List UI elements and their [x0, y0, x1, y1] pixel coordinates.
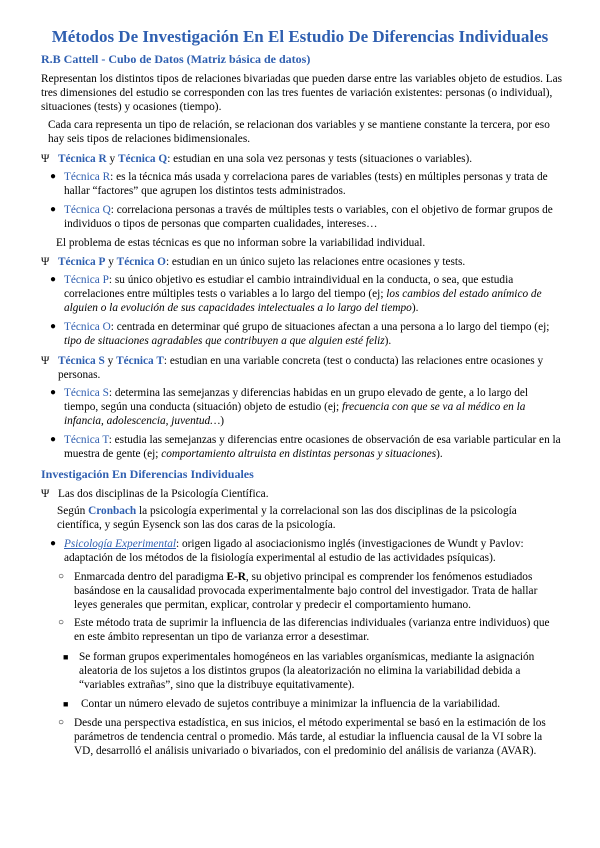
- item-tecnica-p: [64, 273, 563, 315]
- term-tecnica-s: Técnica S: [58, 355, 105, 367]
- term-tecnica-q: Técnica Q: [117, 153, 168, 165]
- item-tecnicas-r-q: [58, 152, 563, 166]
- item-tecnica-t: [64, 433, 563, 461]
- section-heading-cattell: R.B Cattell - Cubo de Datos (Matriz básica de datos): [41, 52, 311, 66]
- example: comportamiento altruista en distintas personas y situaciones: [161, 448, 437, 460]
- text-pre: Según: [57, 505, 89, 517]
- paragraph-faces: Cada cara representa un tipo de relación, se relacionan dos variables y se mantiene constante la tercera, por eso hay seis tipos de relaciones bidimensionales.: [48, 119, 550, 145]
- section-heading-investigacion: Investigación En Diferencias Individuales: [41, 467, 254, 481]
- term-cronbach: Cronbach: [88, 505, 137, 517]
- item-tecnicas-s-t: [58, 354, 563, 382]
- item-tecnica-r: [64, 170, 563, 198]
- psi-bullet-icon: Ψ: [41, 355, 50, 367]
- text-end: ).: [436, 448, 443, 460]
- item-paradigma-er: [74, 570, 563, 612]
- dot-bullet-icon: ●: [50, 321, 57, 332]
- item-psicologia-experimental: [64, 537, 563, 565]
- text-pre: Enmarcada dentro del paradigma: [74, 571, 227, 583]
- square-bullet-icon: ■: [63, 652, 69, 662]
- text: : origen ligado al asociacionismo inglés (investigaciones de Wundt y Pavlov: adaptación de los métodos de la fisiología experimental al estudio de las actividades psíquicas).: [64, 538, 524, 564]
- item-tecnica-q: [64, 203, 563, 231]
- term-psicologia-experimental: Psicología Experimental: [64, 538, 177, 550]
- text-end: ).: [411, 302, 419, 314]
- dot-bullet-icon: ●: [50, 387, 57, 398]
- term: Técnica Q: [64, 204, 111, 216]
- term-tecnica-t: Técnica T: [116, 355, 164, 367]
- text: : es la técnica más usada y correlaciona pares de variables (tests) en múltiples personas y trata de hallar “factores” que agrupen los distintos tests administrados.: [64, 171, 548, 197]
- item-numero-sujetos: Contar un número elevado de sujetos contribuye a minimizar la influencia de la variabilidad.: [81, 698, 501, 710]
- example: tipo de situaciones agradables que contribuyen a que alguien esté feliz: [64, 335, 385, 347]
- square-bullet-icon: ■: [63, 699, 69, 709]
- term-tecnica-r: Técnica R: [58, 153, 107, 165]
- text: : centrada en determinar qué grupo de situaciones afectan a una persona a lo largo del tiempo (ej;: [110, 321, 550, 333]
- dot-bullet-icon: ●: [50, 204, 57, 215]
- paragraph-cronbach: [57, 504, 563, 532]
- example: frecuencia con que se va al médico en la infancia, adolescencia, juventud…: [64, 401, 526, 427]
- item-dos-disciplinas: Las dos disciplinas de la Psicología Científica.: [58, 488, 269, 500]
- text: : correlaciona personas a través de múltiples tests o variables, con el objetivo de formar grupos de individuos o tipos de personas que comparten cualidades, intereses…: [64, 204, 553, 230]
- text: la psicología experimental y la correlacional son las dos disciplinas de la psicología científica, y según Eysenck son las dos caras de la psicología.: [57, 505, 517, 531]
- term: Técnica T: [64, 434, 109, 446]
- circle-bullet-icon: ○: [58, 617, 65, 628]
- conj: y: [105, 256, 117, 268]
- item-text: : estudian en un único sujeto las relaciones entre ocasiones y tests.: [165, 256, 466, 268]
- psi-bullet-icon: Ψ: [41, 256, 50, 268]
- text-end: ).: [384, 335, 392, 347]
- text: : su único objetivo es estudiar el cambio intraindividual en la conducta, o sea, que estudia correlaciones entre múltiples tests o variables a lo largo del tiempo (ej;: [64, 274, 514, 300]
- term-tecnica-o: Técnica O: [116, 256, 166, 268]
- item-tecnica-o: [64, 320, 563, 348]
- item-perspectiva-estadistica: Desde una perspectiva estadística, en sus inicios, el método experimental se basó en la estimación de los parámetros de tendencia central o promedio. Más tarde, al estudiar la influencia causal de la VI sobre la VD, desarrolló el análisis univariado o bivariados, con el predominio del análisis de varianza (AVAR).: [74, 717, 546, 757]
- term: Técnica O: [64, 321, 111, 333]
- paragraph-intro: Representan los distintos tipos de relaciones bivariadas que pueden darse entre las variables objeto de estudios. Las tres dimensiones del estudio se corresponden con las tres fuentes de variación existentes: personas (o individual), situaciones (tests) y ocasiones (tiempo).: [41, 73, 563, 113]
- circle-bullet-icon: ○: [58, 717, 65, 728]
- term-tecnica-p: Técnica P: [58, 256, 106, 268]
- circle-bullet-icon: ○: [58, 571, 65, 582]
- dot-bullet-icon: ●: [50, 171, 57, 182]
- term: Técnica S: [64, 387, 109, 399]
- dot-bullet-icon: ●: [50, 434, 57, 445]
- conj: y: [104, 355, 117, 367]
- text: : determina las semejanzas y diferencias habidas en un grupo elevado de gente, a lo largo del tiempo, según una conducta (situación) objeto de estudio (ej;: [64, 387, 529, 413]
- dot-bullet-icon: ●: [50, 538, 57, 549]
- item-tecnicas-p-o: [58, 255, 563, 269]
- conj: y: [106, 153, 118, 165]
- example: los cambios del estado anímico de alguien o la evolución de sus capacidades intelectuales a lo largo del tiempo: [64, 288, 542, 314]
- psi-bullet-icon: Ψ: [41, 153, 50, 165]
- item-suprimir-influencia: Este método trata de suprimir la influencia de las diferencias individuales (varianza entre individuos) que en este ámbito representan un tipo de varianza error a desestimar.: [74, 617, 550, 643]
- item-tecnica-s: [64, 386, 563, 428]
- item-text: : estudian en una sola vez personas y tests (situaciones o variables).: [167, 153, 473, 165]
- term: Técnica R: [64, 171, 111, 183]
- term: Técnica P: [64, 274, 109, 286]
- item-grupos-experimentales: Se forman grupos experimentales homogéneos en las variables organísmicas, mediante la asignación aleatoria de los sujetos a los distintos grupos (la aleatorización no elimina la variabilidad debida a “variables extrañas”, sino que la distribuye equitativamente).: [79, 651, 535, 691]
- text: : estudia las semejanzas y diferencias entre ocasiones de observación de esa variable particular en la muestra de gente (ej;: [64, 434, 561, 460]
- term-er: E-R: [226, 571, 246, 583]
- paragraph-problem: El problema de estas técnicas es que no informan sobre la variabilidad individual.: [56, 237, 426, 249]
- text-end: ): [220, 415, 225, 427]
- text: , su objetivo principal es comprender los fenómenos estudiados basándose en la causalidad provocada experimentalmente bajo control del investigador. Trata de hallar leyes generales que permitan, explicar, controlar y predecir el comportamiento humano.: [74, 571, 538, 611]
- item-text: : estudian en una variable concreta (test o conducta) las relaciones entre ocasiones y personas.: [58, 355, 544, 381]
- dot-bullet-icon: ●: [50, 274, 57, 285]
- psi-bullet-icon: Ψ: [41, 488, 50, 500]
- page-title: Métodos De Investigación En El Estudio De Diferencias Individuales: [51, 27, 549, 46]
